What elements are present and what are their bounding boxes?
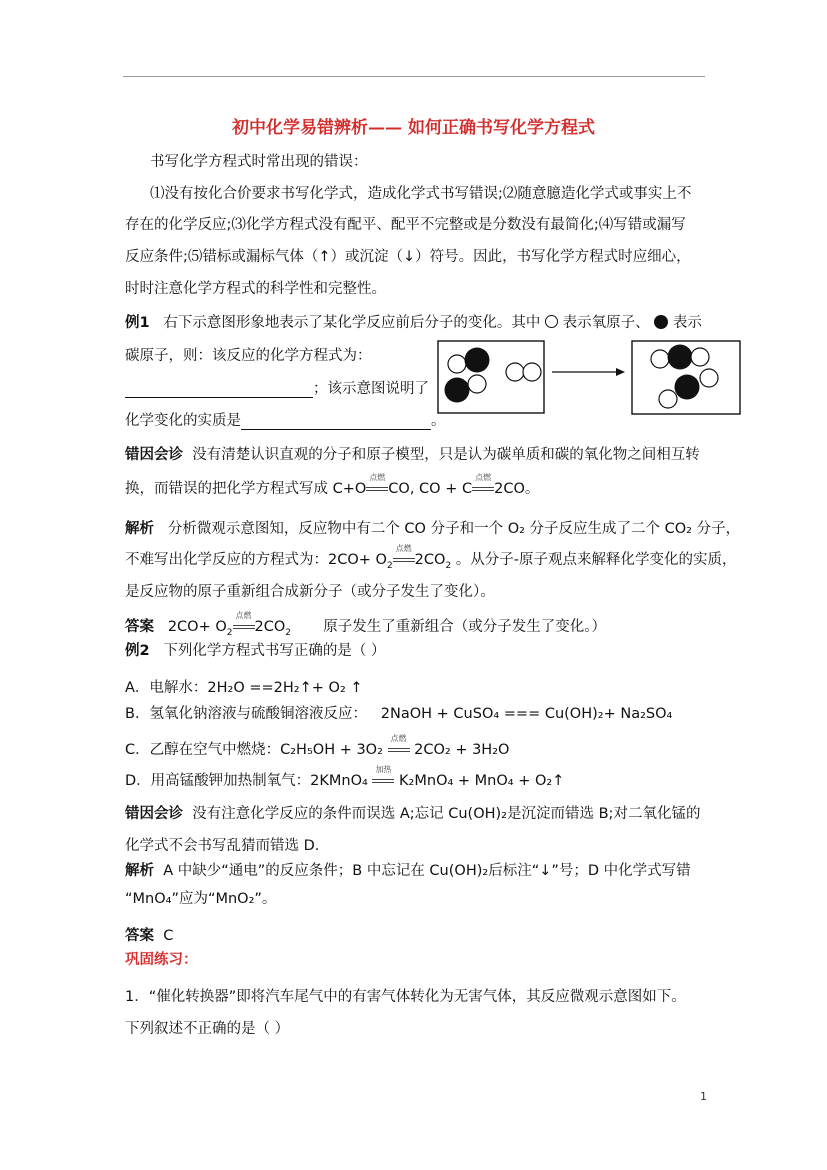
intro-line: 书写化学方程式时常出现的错误：	[150, 154, 368, 170]
option-d-tail: K₂MnO₄ + MnO₄ + O₂↑	[399, 773, 565, 789]
ex1-answer-eq-head: 2CO+ O	[167, 619, 227, 635]
ex1-wrong-line-2	[125, 473, 540, 498]
product-oxygen-atom	[700, 369, 718, 387]
example-1-line-4-head: 化学变化的实质是	[125, 413, 241, 429]
ex2-wrong-text: 没有注意化学反应的条件而误选 A;忘记 Cu(OH)₂是沉淀而错选 B;对二氧化锰的	[192, 806, 701, 822]
reactant-carbon-atom	[445, 378, 470, 403]
ex2-wrong-label: 错因会诊	[125, 806, 183, 822]
oxygen-atom-icon	[545, 315, 558, 328]
option-b-equation: 2NaOH + CuSO₄ === Cu(OH)₂+ Na₂SO₄	[380, 706, 673, 722]
ex1-answer-line	[125, 611, 607, 642]
ex2-analysis-line-2: “MnO₄”应为“MnO₂”。	[125, 891, 277, 907]
example-1-line-3-tail: ；该示意图说明了	[313, 381, 429, 397]
header-rule	[123, 76, 705, 77]
option-b-head: B．氢氧化钠溶液与硫酸铜溶液反应：	[125, 706, 367, 722]
ex1-analysis-line-3: 是反应物的原子重新组合成新分子（或分子发生了变化）。	[125, 584, 495, 600]
reactant-oxygen-atom	[523, 363, 541, 381]
errors-line-2: 存在的化学反应;⑶化学方程式没有配平、配平不完整或是分数没有最简化;⑷写错或漏写	[125, 217, 686, 233]
practice-q1-line-1: 1．“催化转换器”即将汽车尾气中的有害气体转化为无害气体，其反应微观示意图如下。	[125, 989, 686, 1005]
practice-heading: 巩固练习：	[125, 952, 198, 968]
subscript: 2	[226, 627, 233, 638]
ex1-wrong-label: 错因会诊	[125, 447, 183, 463]
page-title: 初中化学易错辨析—— 如何正确书写化学方程式	[232, 118, 595, 138]
ex1-analysis-line-1	[125, 520, 740, 538]
ex2-analysis-line-1	[125, 862, 691, 880]
example-1-line-1	[125, 314, 702, 332]
ex2-answer-line	[125, 927, 173, 945]
ex1-wrong-text: 没有清楚认识直观的分子和原子模型，只是认为碳单质和碳的氧化物之间相互转	[192, 447, 700, 463]
example-2-question: 下列化学方程式书写正确的是（ ）	[163, 643, 386, 659]
example-1-label: 例1	[125, 315, 150, 331]
subscript: 2	[445, 560, 452, 571]
errors-line-4: 时时注意化学方程式的科学性和完整性。	[125, 281, 386, 297]
ex1-answer-eq-product: 2CO	[254, 619, 286, 635]
answer-blank-essence[interactable]	[241, 415, 431, 430]
example-2-label: 例2	[125, 643, 150, 659]
reaction-arrowhead	[616, 368, 625, 376]
ex1-analysis-eq-product: 2CO	[414, 552, 446, 568]
reactant-oxygen-atom	[468, 375, 486, 393]
option-a: A．电解水：2H₂O ==2H₂↑+ O₂ ↑	[125, 680, 363, 696]
condition-ignite: 点燃	[388, 741, 410, 759]
product-oxygen-atom	[659, 390, 677, 408]
carbon-desc: 表示	[672, 315, 702, 331]
condition-ignite: 点燃	[366, 480, 388, 498]
example-1-line-4	[125, 412, 446, 430]
option-b	[125, 705, 672, 723]
condition-heat: 加热	[372, 772, 394, 790]
option-c-tail: 2CO₂ + 3H₂O	[414, 742, 510, 758]
practice-q1-line-2: 下列叙述不正确的是（ ）	[125, 1021, 290, 1037]
oxygen-desc: 表示氧原子、	[562, 315, 650, 331]
subscript: 2	[386, 560, 393, 571]
ex2-analysis-text: A 中缺少“通电”的反应条件；B 中忘记在 Cu(OH)₂后标注“↓”号；D 中化学式写错	[163, 863, 691, 879]
condition-ignite: 点燃	[233, 618, 255, 636]
reactant-oxygen-atom	[448, 355, 466, 373]
condition-ignite: 点燃	[472, 480, 494, 498]
reactant-carbon-atom	[465, 348, 490, 373]
option-c	[125, 734, 510, 759]
ex1-wrong-eq2-tail: 2CO	[494, 481, 525, 497]
ex1-analysis-label: 解析	[125, 521, 154, 537]
product-oxygen-atom	[651, 350, 669, 368]
subscript: 2	[285, 627, 291, 638]
product-oxygen-atom	[691, 348, 709, 366]
ex1-wrong-line-1	[125, 446, 700, 464]
example-2-line	[125, 642, 386, 660]
errors-line-3: 反应条件;⑸错标或漏标气体（↑）或沉淀（↓）符号。因此，书写化学方程式时应细心，	[125, 249, 691, 265]
reaction-diagram	[437, 340, 742, 416]
option-d-head: D．用高锰酸钾加热制氧气：2KMnO₄	[125, 773, 368, 789]
example-1-line-2: 碳原子，则：该反应的化学方程式为：	[125, 348, 372, 364]
condition-ignite: 点燃	[393, 551, 415, 569]
ex1-analysis-line-2	[125, 544, 737, 575]
errors-line-1: ⑴没有按化合价要求书写化学式，造成化学式书写错误;⑵随意臆造化学式或事实上不	[150, 186, 692, 202]
answer-blank-equation[interactable]	[125, 383, 313, 398]
product-carbon-atom	[675, 375, 700, 400]
ex1-answer-label: 答案	[125, 619, 154, 635]
ex1-analysis-text: 分析微观示意图知，反应物中有二个 CO 分子和一个 O₂ 分子反应生成了二个 CO₂ 分子，	[167, 521, 741, 537]
option-d	[125, 765, 565, 790]
ex1-analysis-eq-head: 不难写出化学反应的方程式为：2CO+ O	[125, 552, 387, 568]
ex1-wrong-eq1-head: 换，而错误的把化学方程式写成 C+O	[125, 481, 367, 497]
example-1-line-3	[125, 380, 429, 398]
ex2-wrong-line-1	[125, 805, 700, 823]
ex2-wrong-line-2: 化学式不会书写乱猜而错选 D.	[125, 838, 320, 854]
ex2-answer-label: 答案	[125, 928, 154, 944]
reactant-oxygen-atom	[506, 363, 524, 381]
example-1-line-4-tail: 。	[431, 413, 446, 429]
ex1-wrong-sep: , CO + C	[409, 481, 473, 497]
product-carbon-atom	[668, 345, 693, 370]
ex2-analysis-label: 解析	[125, 863, 154, 879]
page-number: 1	[700, 1090, 707, 1103]
option-c-head: C．乙醇在空气中燃烧：C₂H₅OH + 3O₂	[125, 742, 383, 758]
ex1-answer-text: 原子发生了重新组合（或分子发生了变化。）	[323, 619, 607, 635]
ex2-answer-value: C	[163, 928, 174, 944]
ex1-analysis-line-2-tail: 。从分子-原子观点来解释化学变化的实质，	[451, 552, 737, 568]
carbon-atom-icon	[654, 315, 668, 329]
ex1-wrong-end: 。	[524, 481, 540, 497]
example-1-text: 右下示意图形象地表示了某化学反应前后分子的变化。其中	[163, 315, 541, 331]
ex1-wrong-eq1-tail: CO	[388, 481, 410, 497]
